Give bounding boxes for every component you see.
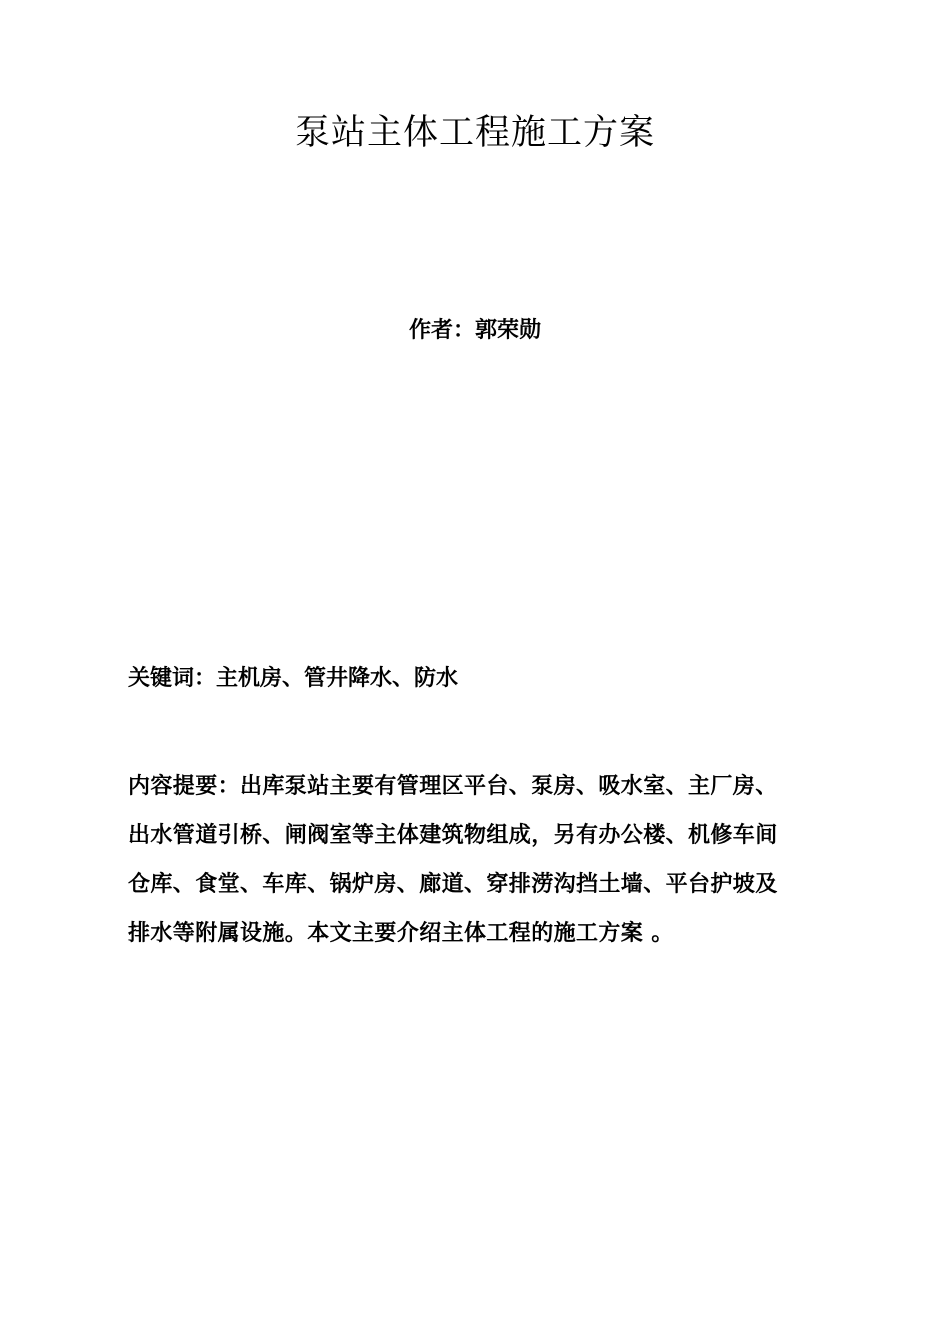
keywords-line: 关键词：主机房、管井降水、防水 <box>128 665 459 691</box>
abstract-line: 仓库、食堂、车库、锅炉房、廊道、穿排涝沟挡土墙、平台护坡及 <box>128 871 778 897</box>
abstract-line: 出水管道引桥、闸阀室等主体建筑物组成，另有办公楼、机修车间 <box>128 822 778 848</box>
author-line: 作者：郭荣勋 <box>408 317 541 343</box>
abstract-line: 内容提要：出库泵站主要有管理区平台、泵房、吸水室、主厂房、 <box>128 773 778 799</box>
abstract-line: 排水等附属设施。本文主要介绍主体工程的施工方案 。 <box>128 920 674 946</box>
abstract-paragraph <box>128 762 834 958</box>
document-title: 泵站主体工程施工方案 <box>294 113 655 153</box>
